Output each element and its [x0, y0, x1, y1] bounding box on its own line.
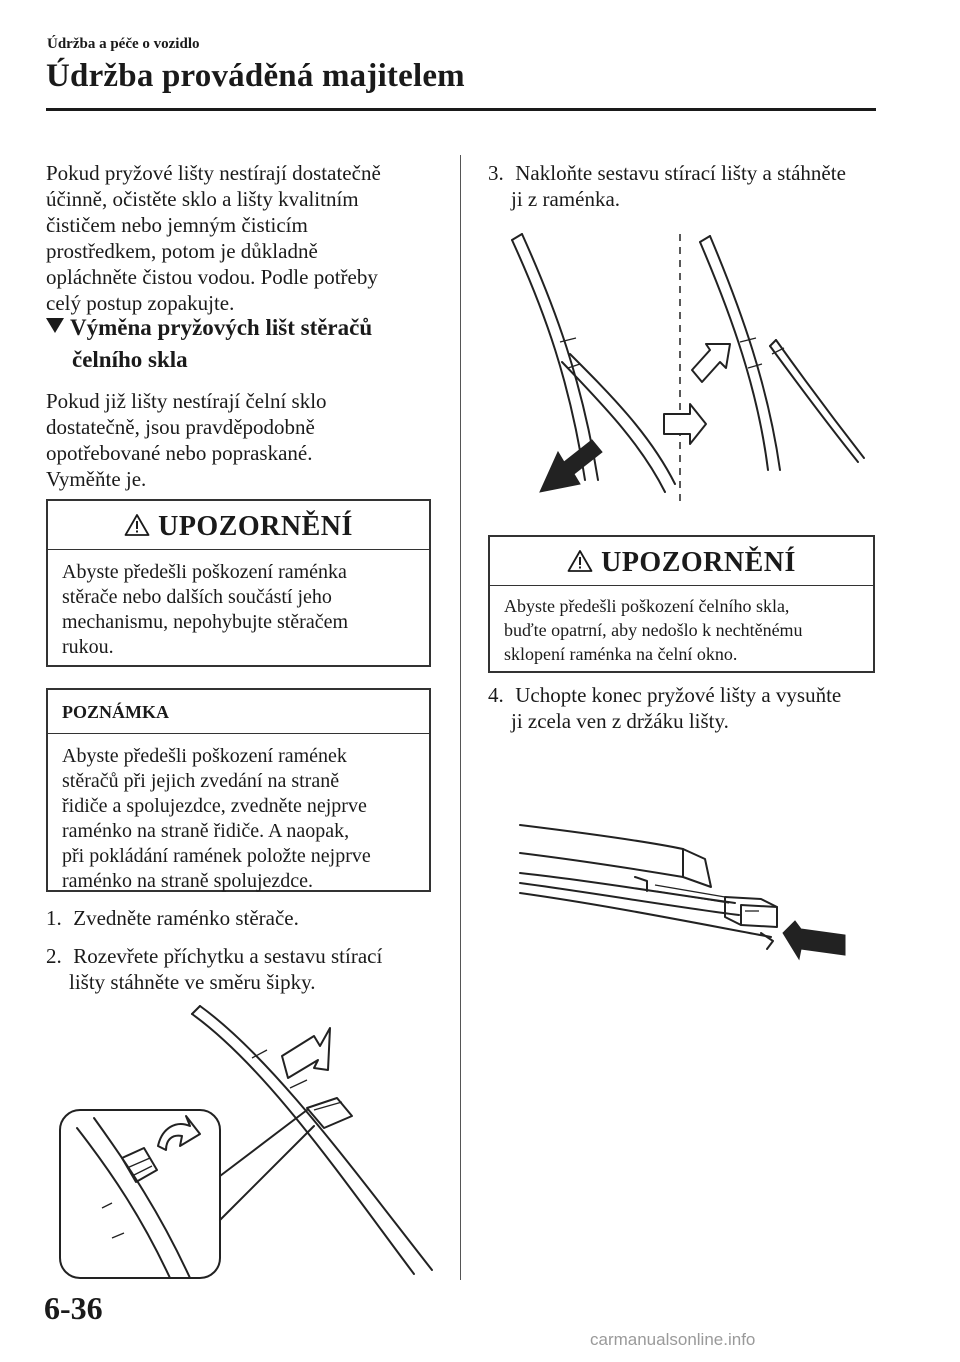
note-line: stěračů při jejich zvedání na straně: [62, 770, 340, 792]
note-line: raménko na straně spolujezdce.: [62, 870, 314, 892]
caution-body: [490, 586, 873, 674]
warning-triangle-icon: [567, 549, 593, 573]
caution-box: [46, 499, 431, 667]
step-3: [488, 160, 908, 212]
intro-line: prostředkem, potom je důkladně: [46, 239, 318, 263]
section-heading: [46, 312, 441, 376]
section-paragraph: [46, 388, 441, 492]
caution-title: UPOZORNĚNÍ: [158, 511, 353, 542]
caution-line: rukou.: [62, 636, 114, 658]
breadcrumb: Údržba a péče o vozidlo: [47, 36, 200, 52]
step-text: Nakloňte sestavu stírací lišty a stáhněte: [515, 161, 846, 185]
caution-line: mechanismu, nepohybujte stěračem: [62, 611, 349, 633]
caution-line: Abyste předešli poškození čelního skla,: [504, 596, 790, 616]
caution-line: buďte opatrní, aby nedošlo k nechtěnému: [504, 620, 803, 640]
intro-line: celý postup zopakujte.: [46, 291, 235, 315]
section-line: opotřebované nebo popraskané.: [46, 441, 313, 465]
step-2: [46, 943, 456, 995]
wiper-rubber-illustration: [515, 815, 860, 965]
step-number: 2.: [46, 944, 62, 968]
title-rule: [46, 108, 876, 111]
step-text: Zvedněte raménko stěrače.: [73, 906, 299, 930]
section-line: dostatečně, jsou pravděpodobně: [46, 415, 315, 439]
caution-body: [48, 550, 429, 672]
note-title: POZNÁMKA: [62, 702, 169, 722]
caution-line: Abyste předešli poškození raménka: [62, 561, 347, 583]
section-line: Vyměňte je.: [46, 467, 147, 491]
section-heading-line: Výměna pryžových lišt stěračů: [70, 315, 373, 340]
step-1: [46, 905, 446, 931]
wiper-clip-illustration: [52, 998, 437, 1280]
intro-line: čističem nebo jemným čisticím: [46, 213, 308, 237]
step-text: Rozevřete příchytku a sestavu stírací: [73, 944, 383, 968]
note-line: raménko na straně řidiče. A naopak,: [62, 820, 350, 842]
watermark: carmanualsonline.info: [590, 1330, 756, 1349]
step-number: 4.: [488, 683, 504, 707]
note-line: Abyste předešli poškození ramének: [62, 745, 347, 767]
intro-line: opláchněte čistou vodou. Podle potřeby: [46, 265, 378, 289]
step-text: ji z raménka.: [511, 187, 621, 211]
note-body: [48, 734, 429, 906]
caution-box: [488, 535, 875, 673]
wiper-tilt-illustration: [500, 222, 880, 512]
caution-line: sklopení raménka na čelní okno.: [504, 644, 738, 664]
note-line: při pokládání ramének položte nejprve: [62, 845, 371, 867]
step-text: lišty stáhněte ve směru šipky.: [69, 970, 316, 994]
page-title: Údržba prováděná majitelem: [46, 58, 465, 94]
step-number: 1.: [46, 906, 62, 930]
section-line: Pokud již lišty nestírají čelní sklo: [46, 389, 327, 413]
column-divider: [460, 155, 461, 1280]
page-number: 6-36: [44, 1290, 103, 1326]
note-line: řidiče a spolujezdce, zvedněte nejprve: [62, 795, 367, 817]
triangle-down-icon: [46, 318, 64, 333]
caution-line: stěrače nebo dalších součástí jeho: [62, 586, 332, 608]
step-text: ji zcela ven z držáku lišty.: [511, 709, 729, 733]
step-number: 3.: [488, 161, 504, 185]
intro-line: Pokud pryžové lišty nestírají dostatečně: [46, 161, 381, 185]
note-box: [46, 688, 431, 892]
caution-header: [48, 501, 429, 549]
step-4: [488, 682, 908, 734]
caution-header: [490, 537, 873, 585]
step-text: Uchopte konec pryžové lišty a vysuňte: [515, 683, 842, 707]
intro-paragraph: [46, 160, 441, 316]
section-heading-line: čelního skla: [72, 347, 188, 372]
caution-title: UPOZORNĚNÍ: [601, 547, 796, 578]
intro-line: účinně, očistěte sklo a lišty kvalitním: [46, 187, 359, 211]
warning-triangle-icon: [124, 513, 150, 537]
